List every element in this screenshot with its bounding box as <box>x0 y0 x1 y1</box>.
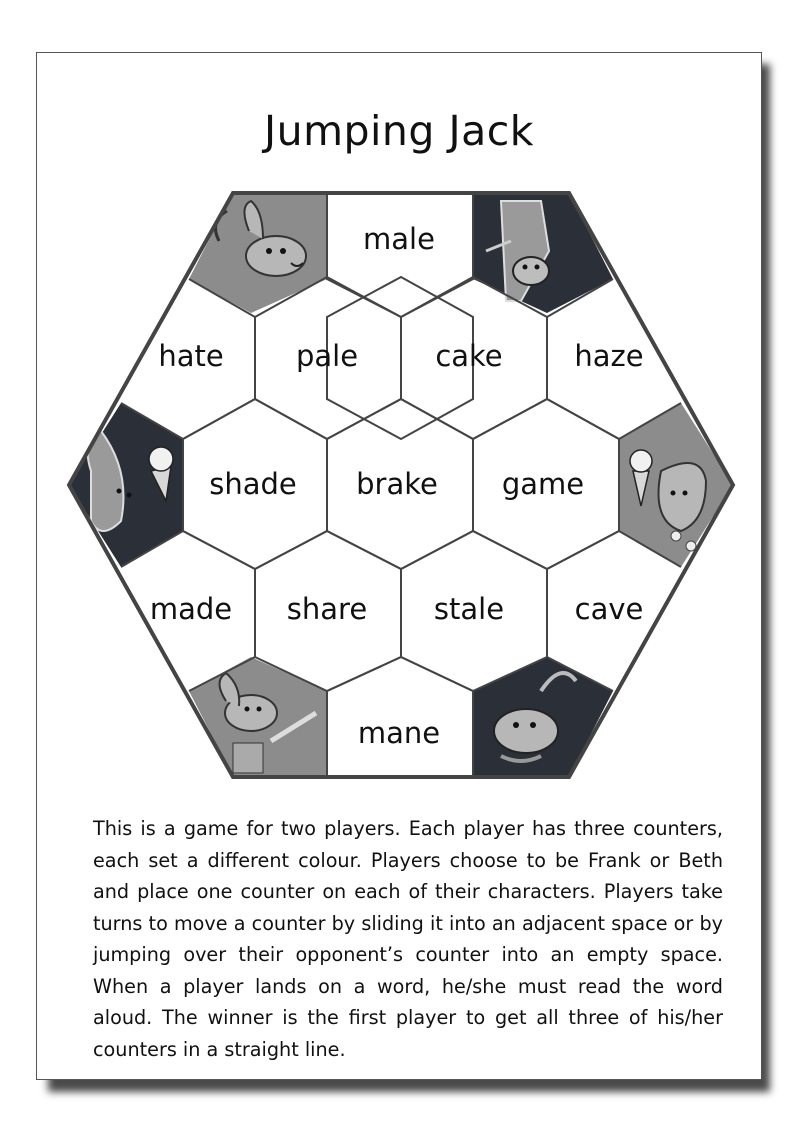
word-cell[interactable]: shade <box>209 467 297 501</box>
word-cell[interactable]: cake <box>435 339 503 373</box>
word-cell[interactable]: cave <box>574 592 644 626</box>
word-cell[interactable]: haze <box>574 339 644 373</box>
word-cell[interactable]: brake <box>356 467 438 501</box>
game-rules: This is a game for two players. Each player has three counters, each set a different colour. Players choose to be Frank or Beth and place one counter on each of their characters. Players take turns to move a counter by sliding it into an adjacent space or by jumping over their opponent’s counter into an empty space. When a player lands on a word, he/she must read the word aloud. The winner is the first player to get all three of his/her counters in a straight line. <box>93 817 723 1061</box>
word-cell[interactable]: stale <box>433 592 505 626</box>
word-cell[interactable]: made <box>149 592 233 626</box>
word-cell[interactable]: pale <box>295 339 359 373</box>
word-cell[interactable]: mane <box>357 716 441 750</box>
word-cell[interactable]: hate <box>158 339 224 373</box>
page-title: Jumping Jack <box>264 107 534 155</box>
word-cell[interactable]: male <box>363 222 435 256</box>
word-cell[interactable]: game <box>501 467 585 501</box>
game-sheet <box>36 52 762 1080</box>
word-cell[interactable]: share <box>286 592 368 626</box>
game-board <box>37 53 763 793</box>
